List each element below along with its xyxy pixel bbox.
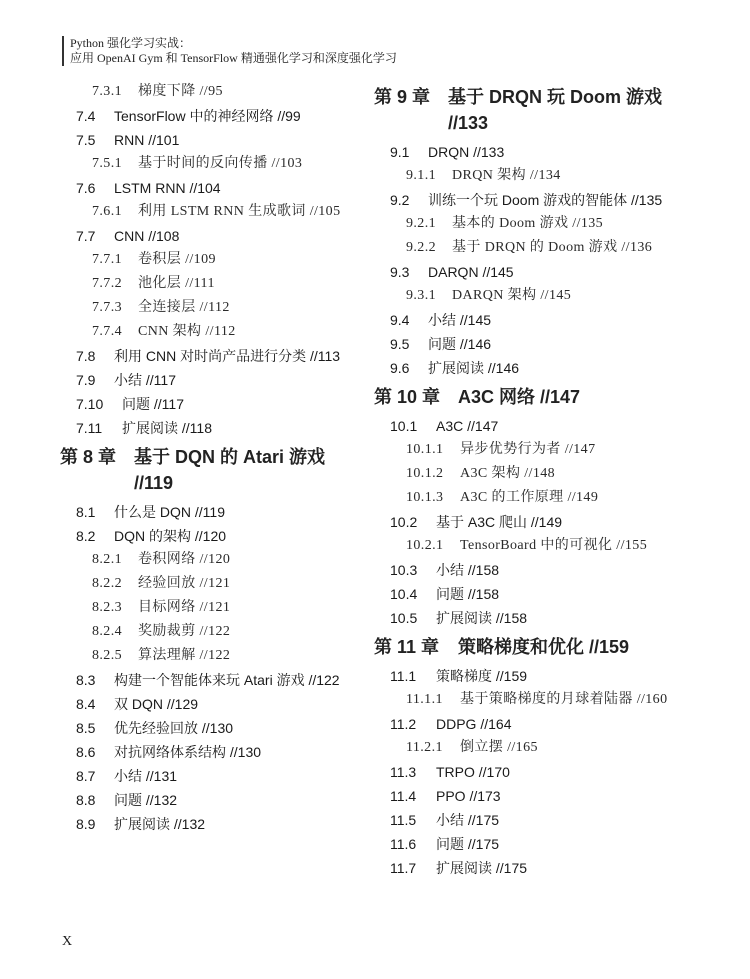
entry-number: 7.7 [76,228,96,244]
entry-title: 扩展阅读 //132 [114,816,206,832]
entry-title: DARQN //145 [428,264,514,280]
section-entry [374,808,674,832]
entry-number: 8.7 [76,768,96,784]
entry-title: A3C 的工作原理 //149 [460,490,599,505]
entry-title: 扩展阅读 //146 [428,360,520,376]
entry-number: 11.3 [390,764,417,780]
entry-number: 9.4 [390,312,410,328]
entry-number: 11.2 [390,716,417,732]
entry-title: 池化层 //111 [138,276,215,291]
subsection-entry [60,248,360,272]
book-title: Python 强化学习实战： [70,36,192,50]
subsection-entry [374,486,674,510]
section-entry [374,606,674,630]
entry-number: 7.7.4 [92,324,122,339]
entry-number: 8.6 [76,744,96,760]
entry-number: 7.10 [76,396,104,412]
entry-title: 扩展阅读 //158 [436,610,528,626]
entry-number: 10.3 [390,562,418,578]
entry-number: 7.3.1 [92,84,122,99]
chapter-heading [374,384,674,410]
entry-title: 策略梯度 //159 [436,668,528,684]
subsection-entry [60,296,360,320]
section-entry [374,856,674,880]
entry-number: 9.1.1 [406,168,436,183]
entry-number: 10.2.1 [406,538,444,553]
entry-title: 异步优势行为者 //147 [460,442,596,457]
entry-number: 8.2.4 [92,624,122,639]
entry-number: 7.4 [76,108,96,124]
entry-title: 目标网络 //121 [138,600,231,615]
entry-title: DRQN //133 [428,144,505,160]
entry-title: 双 DQN //129 [114,696,199,712]
subsection-entry [374,284,674,308]
entry-title: 基于 DRQN 玩 Doom 游戏 //133 [448,87,662,133]
entry-title: CNN //108 [114,228,180,244]
entry-number: 11.2.1 [406,740,443,755]
entry-number: 7.7.2 [92,276,122,291]
entry-title: 问题 //175 [436,836,500,852]
entry-title: 训练一个玩 Doom 游戏的智能体 //135 [428,192,663,208]
entry-title: 问题 //158 [436,586,500,602]
entry-number: 8.2.2 [92,576,122,591]
entry-title: TensorBoard 中的可视化 //155 [460,538,648,553]
entry-title: LSTM RNN //104 [114,180,221,196]
entry-title: 优先经验回放 //130 [114,720,234,736]
section-entry [374,582,674,606]
entry-title: DQN 的架构 //120 [114,528,227,544]
section-entry [60,500,360,524]
subsection-entry [374,164,674,188]
section-entry [60,128,360,152]
entry-number: 11.1 [390,668,417,684]
entry-title: 小结 //175 [436,812,500,828]
entry-number: 7.9 [76,372,96,388]
section-entry [374,414,674,438]
entry-number: 8.5 [76,720,96,736]
entry-number: 7.7.1 [92,252,122,267]
entry-number: 第 8 章 [60,447,117,467]
entry-number: 10.1 [390,418,418,434]
entry-title: 小结 //158 [436,562,500,578]
subsection-entry [60,272,360,296]
entry-title: 问题 //117 [122,396,184,412]
section-entry [374,832,674,856]
section-entry [60,392,360,416]
subsection-entry [60,80,360,104]
subsection-entry [374,438,674,462]
entry-title: CNN 架构 //112 [138,324,236,339]
section-entry [374,260,674,284]
entry-title: 小结 //131 [114,768,178,784]
page-number: X [62,934,73,949]
section-entry [60,692,360,716]
entry-title: A3C //147 [436,418,499,434]
entry-number: 7.6 [76,180,96,196]
entry-number: 第 11 章 [374,637,440,657]
section-entry [374,760,674,784]
section-entry [60,344,360,368]
entry-title: 构建一个智能体来玩 Atari 游戏 //122 [114,672,340,688]
entry-number: 8.1 [76,504,96,520]
entry-title: TRPO //170 [436,764,510,780]
subsection-entry [374,688,674,712]
section-entry [60,740,360,764]
entry-title: 算法理解 //122 [138,648,231,663]
entry-title: 对抗网络体系结构 //130 [114,744,262,760]
section-entry [374,558,674,582]
subsection-entry [60,200,360,224]
entry-title: DRQN 架构 //134 [452,168,561,183]
entry-number: 10.2 [390,514,418,530]
entry-title: 问题 //132 [114,792,178,808]
entry-title: 基本的 Doom 游戏 //135 [452,216,604,231]
subsection-entry [374,236,674,260]
subsection-entry [374,212,674,236]
chapter-heading [374,84,674,136]
entry-number: 11.6 [390,836,417,852]
section-entry [374,332,674,356]
section-entry [60,788,360,812]
entry-number: 9.2.1 [406,216,436,231]
entry-title: 梯度下降 //95 [138,84,223,99]
entry-number: 7.11 [76,420,103,436]
entry-title: 基于 A3C 爬山 //149 [436,514,563,530]
subsection-entry [60,644,360,668]
entry-title: 扩展阅读 //118 [122,420,212,436]
subsection-entry [374,736,674,760]
entry-title: TensorFlow 中的神经网络 //99 [114,108,301,124]
entry-title: 奖励裁剪 //122 [138,624,231,639]
entry-number: 9.6 [390,360,410,376]
entry-number: 11.1.1 [406,692,443,707]
entry-title: 基于 DQN 的 Atari 游戏 //119 [134,447,326,493]
entry-title: 全连接层 //112 [138,300,230,315]
entry-number: 11.7 [390,860,417,876]
entry-number: 9.2 [390,192,410,208]
section-entry [374,140,674,164]
entry-title: 利用 LSTM RNN 生成歌词 //105 [138,204,341,219]
toc-left-column [60,80,360,836]
entry-title: DARQN 架构 //145 [452,288,572,303]
entry-number: 10.1.3 [406,490,444,505]
entry-number: 8.9 [76,816,96,832]
entry-number: 第 10 章 [374,387,441,407]
section-entry [60,104,360,128]
entry-title: 卷积层 //109 [138,252,216,267]
running-header [62,36,397,66]
entry-title: 小结 //117 [114,372,176,388]
entry-title: A3C 架构 //148 [460,466,556,481]
entry-title: 基于时间的反向传播 //103 [138,156,303,171]
entry-title: 经验回放 //121 [138,576,231,591]
section-entry [60,176,360,200]
section-entry [60,668,360,692]
entry-title: 策略梯度和优化 //159 [458,637,630,657]
subsection-entry [60,572,360,596]
entry-number: 8.2.1 [92,552,122,567]
subsection-entry [374,462,674,486]
section-entry [60,416,360,440]
section-entry [60,368,360,392]
subsection-entry [60,596,360,620]
entry-number: 10.5 [390,610,418,626]
entry-title: 基于策略梯度的月球着陆器 //160 [460,692,668,707]
chapter-heading [374,634,674,660]
entry-title: 基于 DRQN 的 Doom 游戏 //136 [452,240,653,255]
section-entry [374,784,674,808]
section-entry [60,716,360,740]
entry-number: 7.6.1 [92,204,122,219]
entry-title: 倒立摆 //165 [460,740,538,755]
entry-number: 9.3 [390,264,410,280]
section-entry [60,224,360,248]
entry-number: 8.3 [76,672,96,688]
entry-number: 8.2.3 [92,600,122,615]
entry-number: 第 9 章 [374,87,431,107]
entry-title: PPO //173 [436,788,501,804]
entry-title: 利用 CNN 对时尚产品进行分类 //113 [114,348,341,364]
entry-title: 扩展阅读 //175 [436,860,528,876]
entry-title: 小结 //145 [428,312,492,328]
subsection-entry [60,548,360,572]
entry-title: DDPG //164 [436,716,512,732]
entry-number: 10.1.2 [406,466,444,481]
entry-number: 11.4 [390,788,417,804]
entry-title: RNN //101 [114,132,180,148]
section-entry [60,524,360,548]
section-entry [374,510,674,534]
entry-number: 11.5 [390,812,417,828]
chapter-heading [60,444,360,496]
entry-title: 什么是 DQN //119 [114,504,225,520]
subsection-entry [374,534,674,558]
entry-number: 7.7.3 [92,300,122,315]
section-entry [374,308,674,332]
entry-number: 9.1 [390,144,410,160]
entry-title: 卷积网络 //120 [138,552,231,567]
entry-number: 8.2.5 [92,648,122,663]
entry-title: 问题 //146 [428,336,492,352]
entry-number: 9.2.2 [406,240,436,255]
entry-number: 9.5 [390,336,410,352]
entry-number: 7.5.1 [92,156,122,171]
section-entry [374,188,674,212]
entry-number: 7.5 [76,132,96,148]
section-entry [60,764,360,788]
section-entry [374,664,674,688]
book-subtitle: 应用 OpenAI Gym 和 TensorFlow 精通强化学习和深度强化学习 [70,51,397,65]
entry-number: 10.1.1 [406,442,444,457]
entry-number: 9.3.1 [406,288,436,303]
section-entry [374,712,674,736]
entry-number: 8.2 [76,528,96,544]
subsection-entry [60,152,360,176]
entry-number: 8.8 [76,792,96,808]
entry-number: 7.8 [76,348,96,364]
entry-title: A3C 网络 //147 [458,387,581,407]
toc-right-column [374,80,674,880]
entry-number: 10.4 [390,586,418,602]
entry-number: 8.4 [76,696,96,712]
subsection-entry [60,320,360,344]
subsection-entry [60,620,360,644]
section-entry [60,812,360,836]
section-entry [374,356,674,380]
